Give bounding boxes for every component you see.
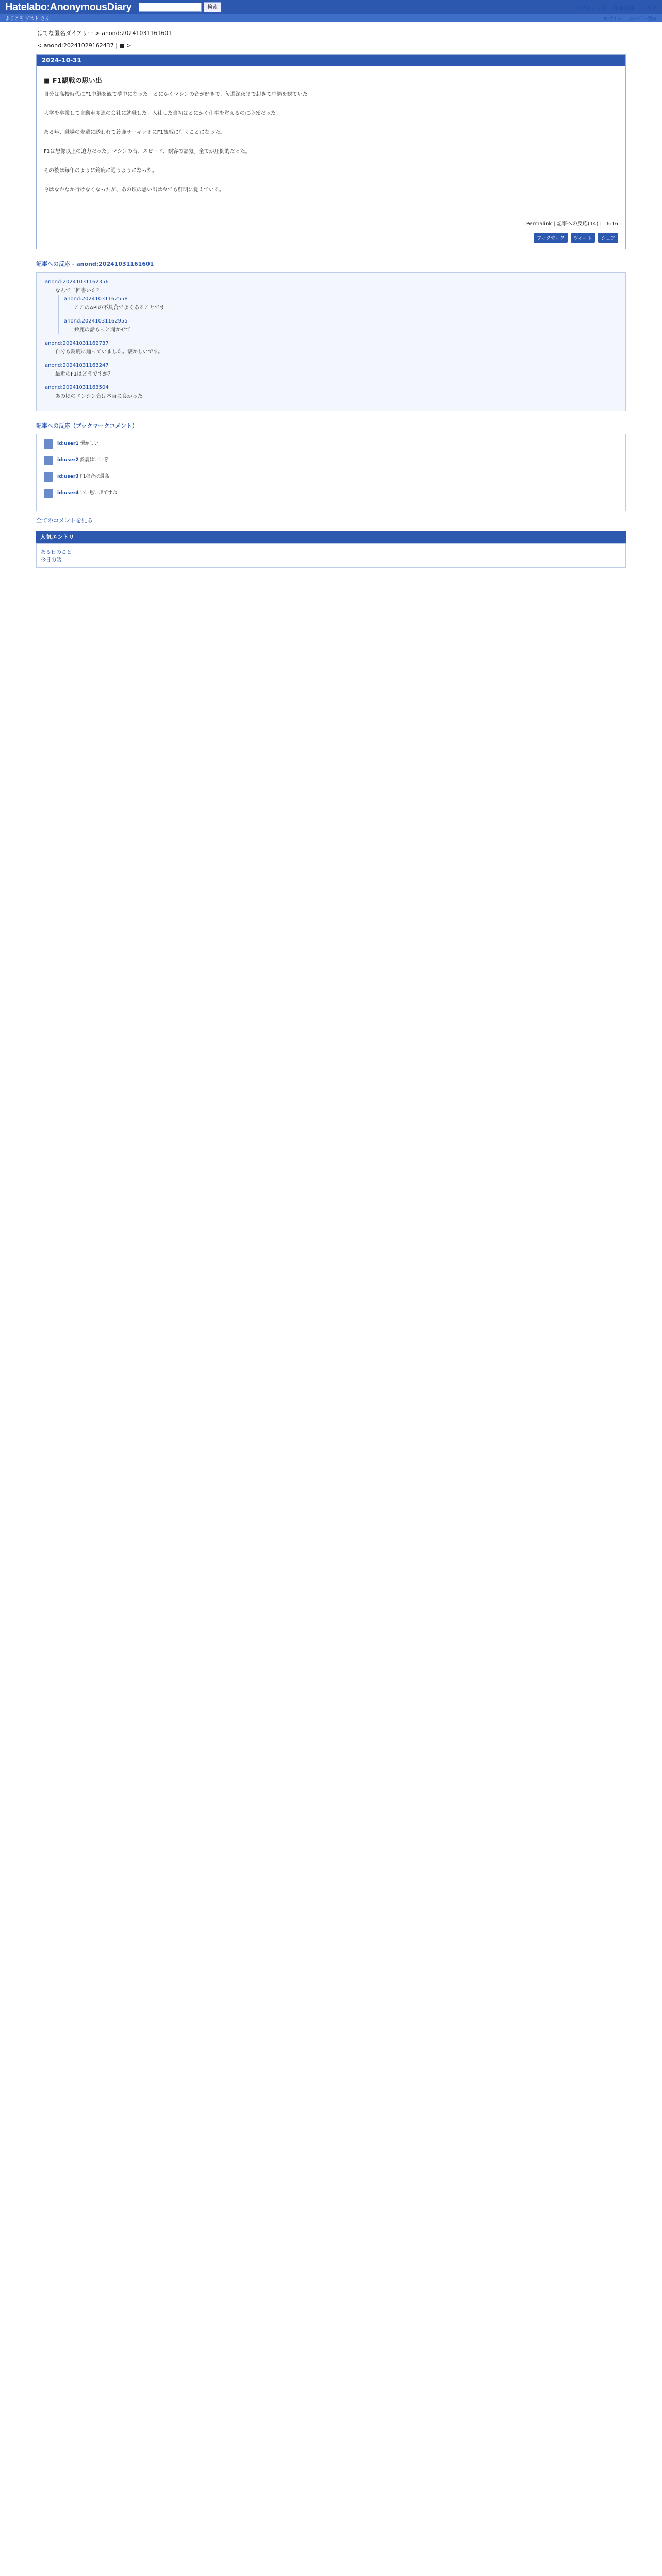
avatar[interactable] — [44, 472, 53, 482]
entry-paragraph: 大学を卒業して自動車関連の会社に就職した。入社した当初はとにかく仕事を覚えるのに必死だった。 — [44, 111, 281, 116]
more-comments-anchor[interactable]: 全てのコメントを見る — [36, 517, 93, 524]
bookmark-row — [44, 489, 618, 498]
comment-text: 鈴鹿の話もっと聞かせて — [74, 327, 131, 333]
comment-text: 最近のF1はどうですか？ — [55, 371, 113, 377]
comments-tree — [36, 272, 626, 411]
entry-paragraph: 自分は高校時代にF1中継を観て夢中になった。とにかくマシンの音が好きで、毎週深夜まで起きて中継を観ていた。 — [44, 92, 313, 97]
facebook-share-button[interactable]: シェア — [598, 233, 618, 243]
sub-register[interactable]: ユーザー登録 — [628, 16, 657, 22]
sub-bar — [0, 14, 662, 22]
entry-paragraph: その後は毎年のように鈴鹿に通うようになった。 — [44, 168, 157, 174]
bookmark-user[interactable]: id:user3 — [57, 474, 79, 479]
comment-text: なんで二回書いた？ — [55, 288, 102, 294]
popular-item[interactable]: 今日の話 — [41, 557, 61, 563]
comment-item — [45, 278, 617, 334]
comment-text: ここのAPIの不具合でよくあることです — [74, 305, 165, 311]
entry-date: 2024-10-31 — [37, 55, 625, 66]
bookmark-user[interactable]: id:user4 — [57, 490, 79, 496]
avatar[interactable] — [44, 439, 53, 449]
top-link-help[interactable]: ヘルプ — [641, 5, 657, 11]
comment-text: あの頃のエンジン音は本当に良かった — [55, 394, 143, 399]
bookmark-row — [44, 472, 618, 482]
tweet-button[interactable]: ツイート — [571, 233, 595, 243]
bookmark-text: 懐かしい — [80, 441, 99, 446]
comment-item — [64, 295, 617, 312]
bookmark-text: 鈴鹿はいいぞ — [80, 457, 108, 463]
sub-login[interactable]: ログイン — [603, 16, 622, 22]
comment-link[interactable]: anond:20241031163504 — [45, 385, 109, 391]
entry-footer[interactable]: Permalink | 記事への反応(14) | 16:16 — [526, 221, 618, 227]
popular-list — [36, 543, 626, 568]
search-button[interactable]: 検索 — [204, 2, 221, 12]
comment-item — [45, 339, 617, 356]
top-link-login[interactable]: ログインして — [575, 5, 606, 11]
avatar[interactable] — [44, 489, 53, 498]
breadcrumb[interactable]: はてな匿名ダイアリー > anond:20241031161601 — [37, 30, 172, 37]
site-logo[interactable]: Hatelabo:AnonymousDiary — [5, 1, 132, 13]
bookmark-row — [44, 456, 618, 465]
entry-body — [37, 90, 625, 215]
popular-heading: 人気エントリ — [36, 531, 626, 543]
entry-paragraph: F1は想像以上の迫力だった。マシンの音、スピード、観客の熱気。全てが圧倒的だった。 — [44, 149, 251, 155]
bookmark-text: いい思い出ですね — [80, 490, 118, 496]
comment-item — [45, 361, 617, 378]
bookmark-user[interactable]: id:user1 — [57, 441, 79, 446]
share-buttons — [37, 231, 625, 249]
comment-link[interactable]: anond:20241031163247 — [45, 363, 109, 368]
comment-link[interactable]: anond:20241031162356 — [45, 279, 109, 285]
bookmark-share-button[interactable]: ブックマーク — [534, 233, 567, 243]
bookmarks-heading: 記事への反応（ブックマークコメント） — [36, 422, 138, 429]
top-link-register[interactable]: 新規登録 — [614, 5, 634, 11]
comment-link[interactable]: anond:20241031162558 — [64, 296, 128, 302]
top-links — [576, 4, 657, 11]
comment-item — [45, 383, 617, 400]
search-input[interactable] — [139, 3, 202, 12]
bookmark-user[interactable]: id:user2 — [57, 457, 79, 463]
bookmark-list — [36, 434, 626, 511]
comment-link[interactable]: anond:20241031162955 — [64, 318, 128, 324]
comment-link[interactable]: anond:20241031162737 — [45, 341, 109, 346]
avatar[interactable] — [44, 456, 53, 465]
bookmark-row — [44, 439, 618, 449]
entry-paragraph: ある年、職場の先輩に誘われて鈴鹿サーキットにF1観戦に行くことになった。 — [44, 130, 225, 135]
welcome-text: ようこそ ゲスト さん — [5, 16, 50, 22]
top-bar — [0, 0, 662, 14]
comment-item — [64, 317, 617, 334]
prev-next-nav[interactable]: < anond:20241029162437 | ■ > — [37, 42, 131, 49]
more-comments-link[interactable] — [36, 516, 626, 524]
comments-heading: 記事への反応 - anond:20241031161601 — [36, 261, 154, 267]
entry-paragraph: 今はなかなか行けなくなったが、あの頃の思い出は今でも鮮明に覚えている。 — [44, 187, 224, 193]
entry — [36, 54, 626, 249]
bookmark-text: F1の音は最高 — [80, 474, 109, 479]
popular-item[interactable]: ある日のこと — [41, 550, 72, 555]
comment-text: 自分も鈴鹿に通っていました。懐かしいです。 — [55, 349, 163, 355]
entry-title: ■ F1観戦の思い出 — [44, 77, 102, 85]
